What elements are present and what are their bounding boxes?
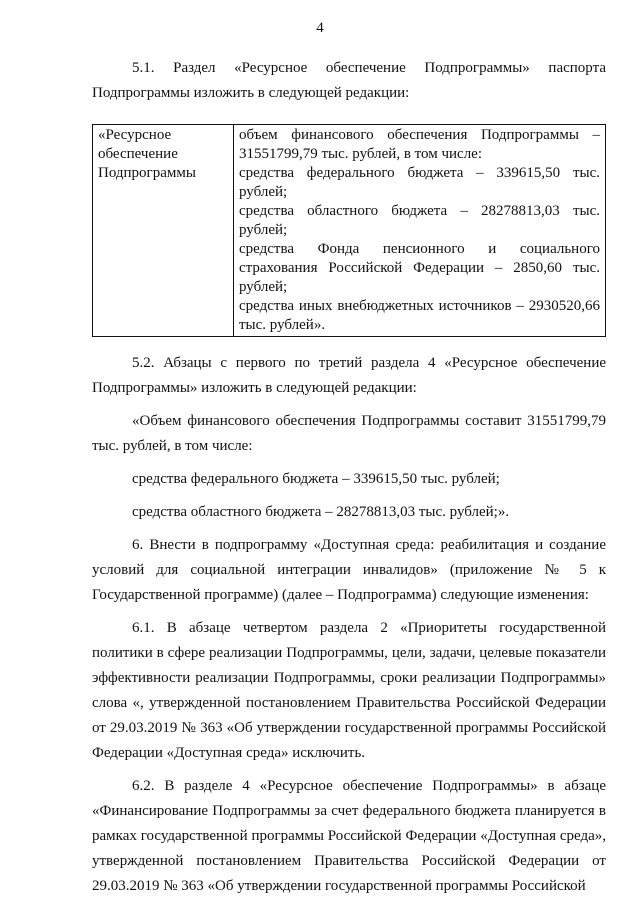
quote-paragraph-3: средства областного бюджета – 28278813,03 тыс. рублей;». bbox=[132, 504, 510, 520]
table-left-cell: «Ресурсное обеспечение Подпрограммы bbox=[93, 125, 234, 337]
paragraph-5-1: 5.1. Раздел «Ресурсное обеспечение Подпрограммы» паспорта Подпрограммы изложить в следующей редакции: bbox=[92, 60, 606, 101]
quote-paragraph-2: средства федерального бюджета – 339615,50 тыс. рублей; bbox=[132, 471, 500, 487]
paragraph-5-2: 5.2. Абзацы с первого по третий раздела 4 «Ресурсное обеспечение Подпрограммы» изложить в следующей редакции: bbox=[92, 355, 606, 396]
table-right-cell bbox=[234, 125, 606, 337]
table-row bbox=[93, 125, 606, 337]
table-line-federal: средства федерального бюджета – 339615,50 тыс. рублей; bbox=[239, 165, 600, 200]
paragraph-6: 6. Внести в подпрограмму «Доступная среда: реабилитация и создание условий для социальной интеграции инвалидов» (приложение № 5 к Государственной программе) (далее – Подпрограмма) следующие изменения: bbox=[92, 537, 606, 603]
table-line-total: объем финансового обеспечения Подпрограммы – 31551799,79 тыс. рублей, в том числе: bbox=[239, 127, 600, 162]
paragraph-6-2: 6.2. В разделе 4 «Ресурсное обеспечение Подпрограммы» в абзаце «Финансирование Подпрограммы за счет федерального бюджета планируется в рамках государственной программы Российской Федерации «Доступная среда», утвержденной постановлением Правительства Российской Федерации от 29.03.2019 № 363 «Об утверждении государственной программы Российской bbox=[92, 778, 606, 894]
document-body bbox=[92, 56, 606, 899]
table-line-regional: средства областного бюджета – 28278813,03 тыс. рублей; bbox=[239, 203, 600, 238]
paragraph-6-1: 6.1. В абзаце четвертом раздела 2 «Приоритеты государственной политики в сфере реализации Подпрограммы, цели, задачи, целевые показатели эффективности реализации Подпрограммы, сроки реализации Подпрограммы» слова «, утвержденной постановлением Правительства Российской Федерации от 29.03.2019 № 363 «Об утверждении государственной программы Российской Федерации «Доступная среда» исключить. bbox=[92, 620, 606, 761]
quote-paragraph-1: «Объем финансового обеспечения Подпрограммы составит 31551799,79 тыс. рублей, в том числе: bbox=[92, 413, 606, 454]
table-line-fund: средства Фонда пенсионного и социального страхования Российской Федерации – 2850,60 тыс. рублей; bbox=[239, 241, 600, 295]
resource-table bbox=[92, 124, 606, 337]
table-line-other: средства иных внебюджетных источников – 2930520,66 тыс. рублей». bbox=[239, 298, 600, 333]
page-number: 4 bbox=[316, 20, 324, 36]
